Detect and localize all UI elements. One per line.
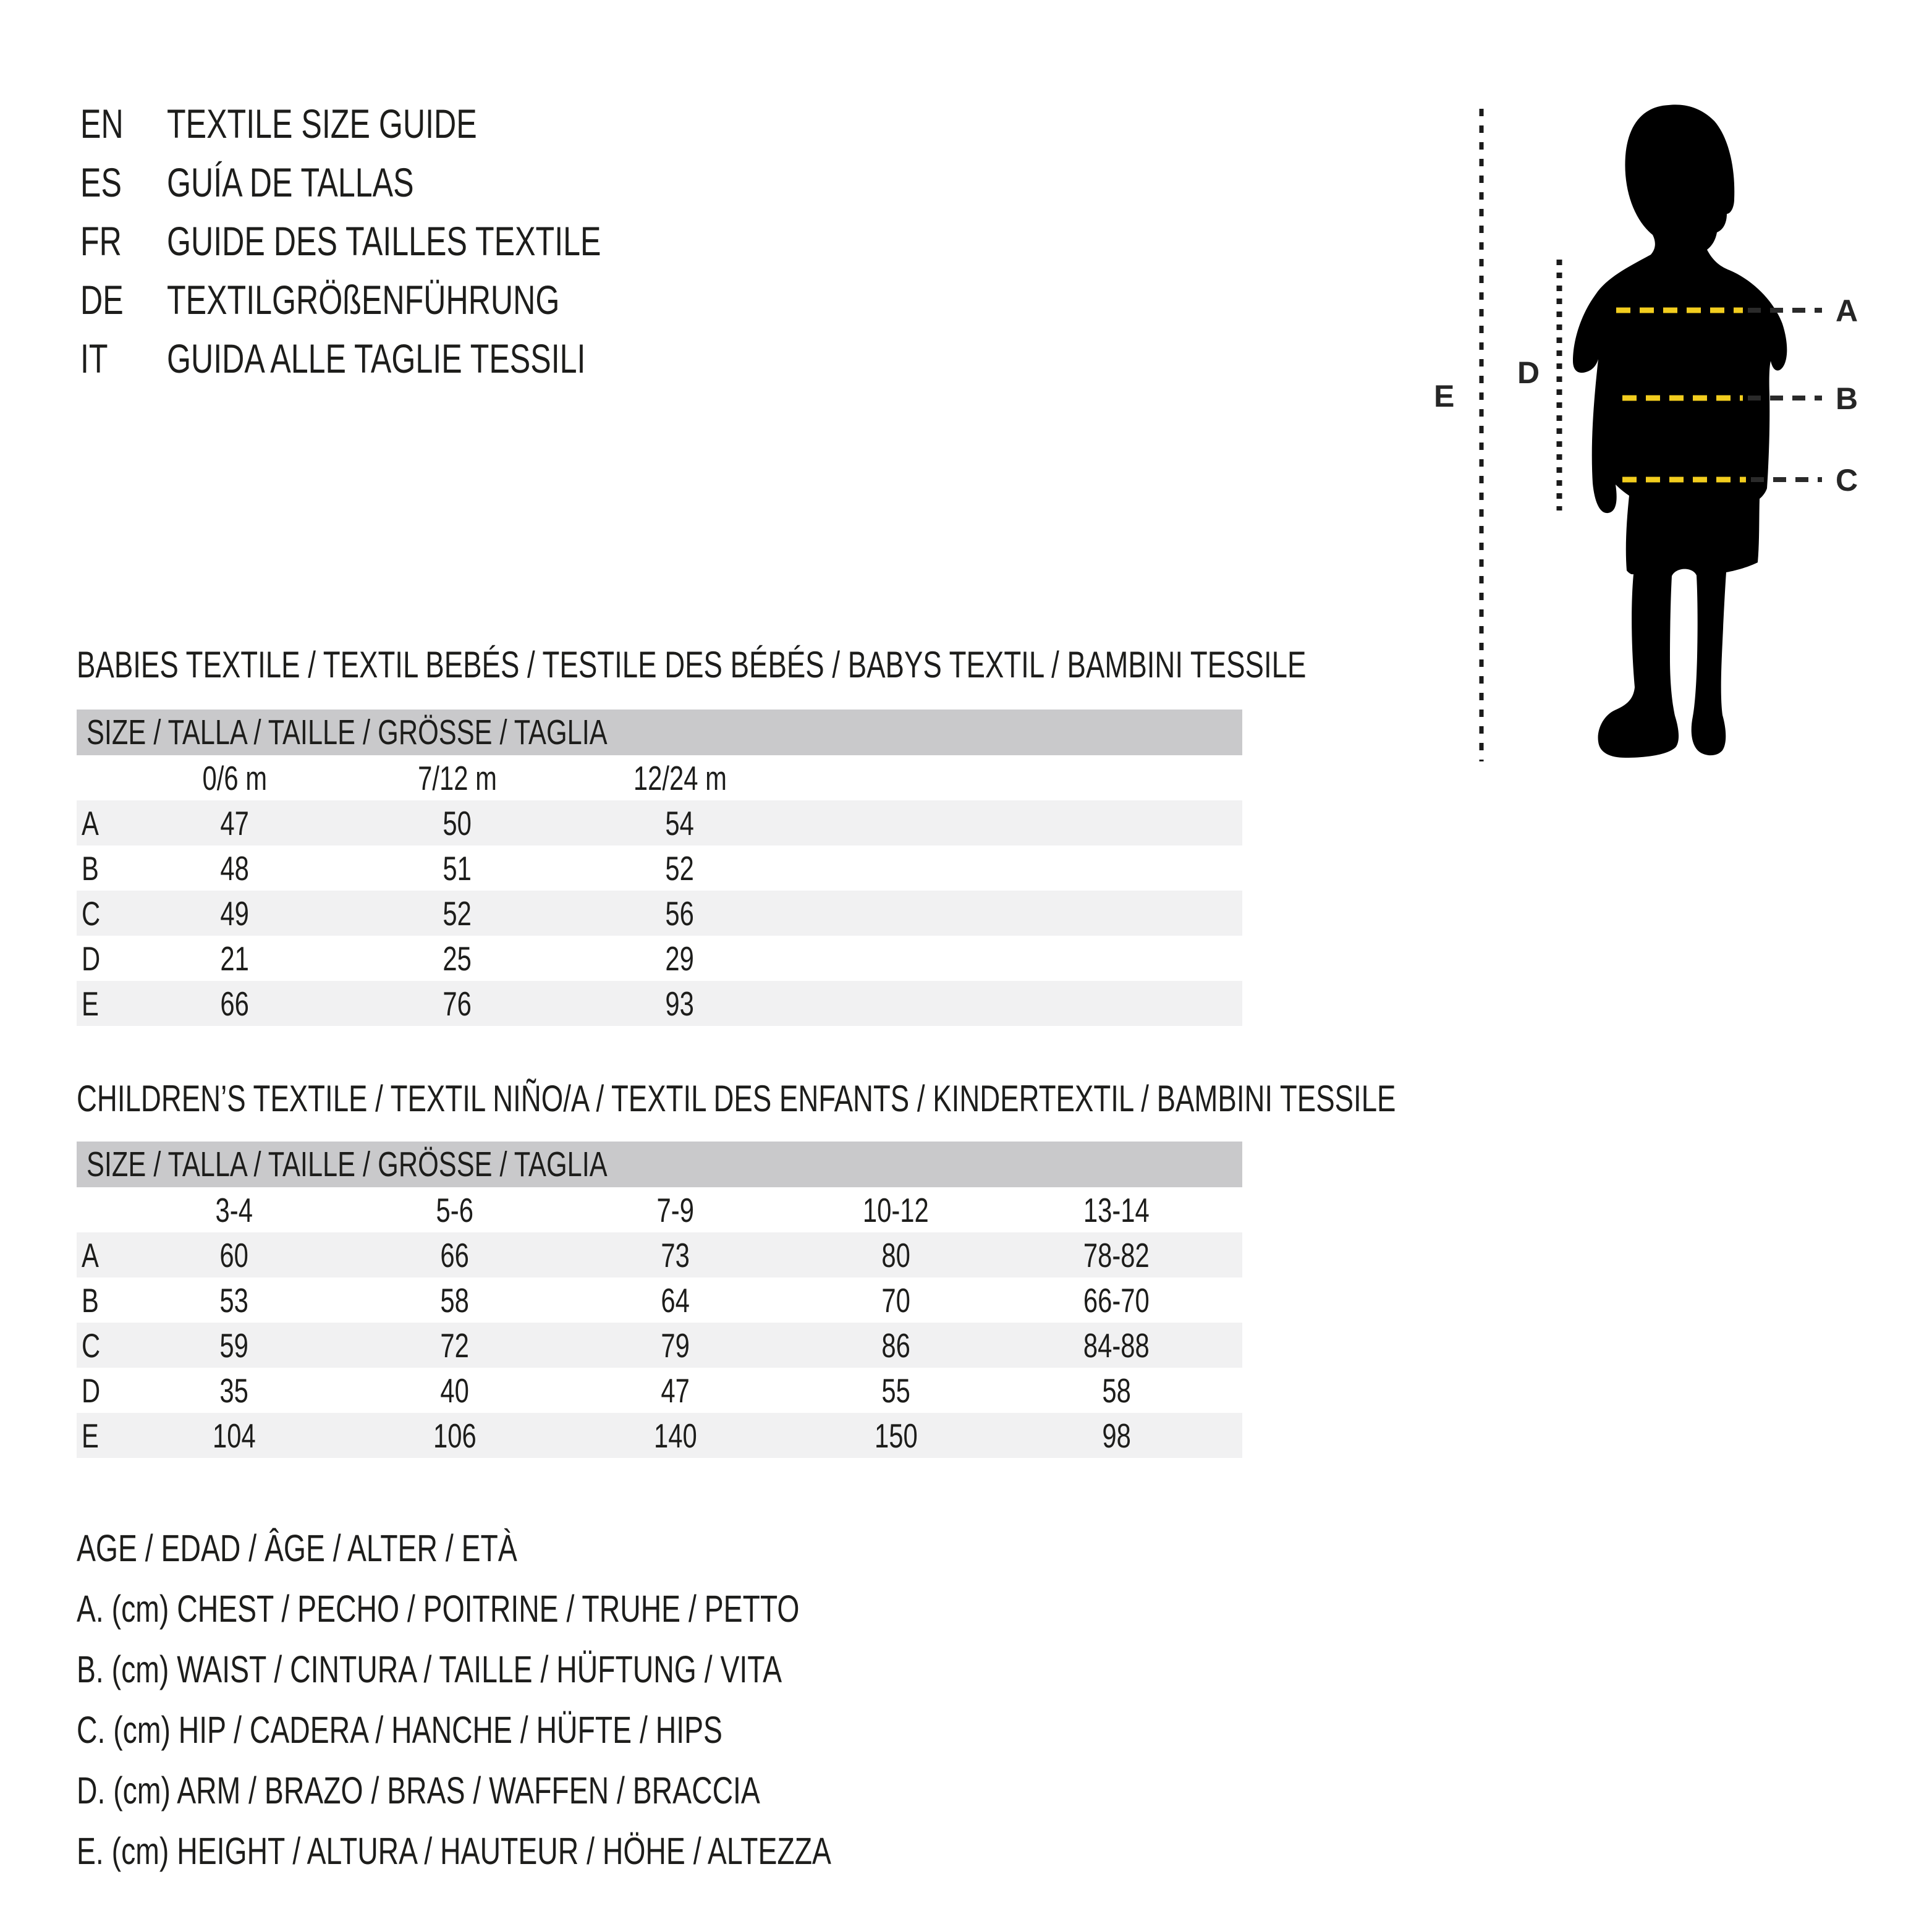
row-label: A bbox=[82, 1235, 99, 1274]
cell-value: 98 bbox=[1102, 1416, 1131, 1455]
age-column-header: 3-4 bbox=[215, 1190, 253, 1229]
cell-value: 21 bbox=[220, 939, 250, 978]
babies-section-title-text: BABIES TEXTILE / TEXTIL BEBÉS / TESTILE DES BÉBÉS / BABYS TEXTIL / BAMBINI TESSILE bbox=[77, 643, 1307, 685]
cell-value: 59 bbox=[219, 1326, 248, 1365]
row-label: B bbox=[82, 1281, 99, 1320]
cell-value: 25 bbox=[443, 939, 472, 978]
language-row bbox=[80, 94, 738, 153]
arm-label: D bbox=[1517, 355, 1540, 390]
hip-label: C bbox=[1836, 463, 1858, 498]
cell-value: 76 bbox=[443, 984, 472, 1023]
table-row bbox=[77, 1277, 1242, 1323]
legend-line: AGE / EDAD / ÂGE / ALTER / ETÀ bbox=[77, 1527, 517, 1569]
language-title: TEXTILE SIZE GUIDE bbox=[167, 100, 477, 146]
legend-line: E. (cm) HEIGHT / ALTURA / HAUTEUR / HÖHE / ALTEZZA bbox=[77, 1830, 831, 1872]
table-row bbox=[77, 845, 1242, 891]
cell-value: 55 bbox=[881, 1371, 910, 1410]
cell-value: 51 bbox=[443, 849, 472, 888]
age-column-header: 0/6 m bbox=[202, 758, 268, 797]
cell-value: 80 bbox=[881, 1235, 910, 1274]
cell-value: 70 bbox=[881, 1281, 910, 1320]
cell-value: 50 bbox=[443, 803, 472, 842]
cell-value: 93 bbox=[665, 984, 695, 1023]
chest-label: A bbox=[1836, 294, 1858, 328]
cell-value: 52 bbox=[443, 894, 472, 933]
cell-value: 79 bbox=[661, 1326, 690, 1365]
age-column-header: 7-9 bbox=[656, 1190, 694, 1229]
language-row bbox=[80, 153, 738, 211]
cell-value: 53 bbox=[219, 1281, 248, 1320]
cell-value: 66 bbox=[440, 1235, 469, 1274]
age-header-row bbox=[77, 755, 1242, 800]
row-label: C bbox=[82, 1326, 101, 1365]
table-row bbox=[77, 1413, 1242, 1458]
language-title-list bbox=[80, 94, 738, 388]
row-label: A bbox=[82, 803, 99, 842]
cell-value: 73 bbox=[661, 1235, 690, 1274]
size-header-bar bbox=[77, 710, 1242, 755]
cell-value: 47 bbox=[661, 1371, 690, 1410]
row-label: D bbox=[82, 1371, 101, 1410]
table-row bbox=[77, 936, 1242, 981]
age-column-header: 12/24 m bbox=[633, 758, 727, 797]
cell-value: 66-70 bbox=[1083, 1281, 1150, 1320]
cell-value: 56 bbox=[665, 894, 695, 933]
children-section-title-text: CHILDREN’S TEXTILE / TEXTIL NIÑO/A / TEXTIL DES ENFANTS / KINDERTEXTIL / BAMBINI TESSILE bbox=[77, 1077, 1396, 1119]
language-row bbox=[80, 270, 738, 329]
cell-value: 40 bbox=[440, 1371, 469, 1410]
babies-size-table bbox=[77, 710, 1242, 1026]
cell-value: 48 bbox=[220, 849, 250, 888]
cell-value: 29 bbox=[665, 939, 695, 978]
cell-value: 52 bbox=[665, 849, 695, 888]
cell-value: 66 bbox=[220, 984, 250, 1023]
size-header-bar bbox=[77, 1142, 1242, 1187]
legend-line: C. (cm) HIP / CADERA / HANCHE / HÜFTE / HIPS bbox=[77, 1709, 722, 1751]
table-row bbox=[77, 891, 1242, 936]
cell-value: 54 bbox=[665, 803, 695, 842]
height-label: E bbox=[1434, 379, 1455, 413]
language-row bbox=[80, 329, 738, 388]
cell-value: 104 bbox=[212, 1416, 256, 1455]
language-row bbox=[80, 211, 738, 270]
children-size-table bbox=[77, 1142, 1242, 1458]
measurement-diagram bbox=[1409, 74, 1932, 816]
size-header-text: SIZE / TALLA / TAILLE / GRÖSSE / TAGLIA bbox=[87, 713, 608, 752]
table-row bbox=[77, 981, 1242, 1026]
table-row bbox=[77, 800, 1242, 845]
size-header-text: SIZE / TALLA / TAILLE / GRÖSSE / TAGLIA bbox=[87, 1145, 608, 1184]
cell-value: 72 bbox=[440, 1326, 469, 1365]
cell-value: 35 bbox=[219, 1371, 248, 1410]
age-header-row bbox=[77, 1187, 1242, 1232]
cell-value: 58 bbox=[440, 1281, 469, 1320]
row-label: D bbox=[82, 939, 101, 978]
row-label: B bbox=[82, 849, 99, 888]
cell-value: 106 bbox=[433, 1416, 477, 1455]
age-column-header: 5-6 bbox=[436, 1190, 473, 1229]
cell-value: 60 bbox=[219, 1235, 248, 1274]
age-column-header: 7/12 m bbox=[418, 758, 497, 797]
legend-line: D. (cm) ARM / BRAZO / BRAS / WAFFEN / BRACCIA bbox=[77, 1769, 760, 1811]
cell-value: 64 bbox=[661, 1281, 690, 1320]
legend-line: B. (cm) WAIST / CINTURA / TAILLE / HÜFTUNG / VITA bbox=[77, 1648, 782, 1690]
cell-value: 84-88 bbox=[1083, 1326, 1150, 1365]
language-title: GUIDE DES TAILLES TEXTILE bbox=[167, 218, 601, 264]
language-code: EN bbox=[80, 100, 124, 146]
language-title: GUIDA ALLE TAGLIE TESSILI bbox=[167, 335, 586, 381]
cell-value: 86 bbox=[881, 1326, 910, 1365]
cell-value: 49 bbox=[220, 894, 250, 933]
language-code: DE bbox=[80, 276, 124, 323]
language-code: ES bbox=[80, 159, 122, 205]
row-label: E bbox=[82, 984, 99, 1023]
children-section-title bbox=[77, 1077, 1813, 1120]
table-row bbox=[77, 1323, 1242, 1368]
language-title: TEXTILGRÖßENFÜHRUNG bbox=[167, 276, 560, 323]
babies-section-title bbox=[77, 643, 1695, 686]
cell-value: 140 bbox=[653, 1416, 697, 1455]
cell-value: 78-82 bbox=[1083, 1235, 1150, 1274]
table-row bbox=[77, 1368, 1242, 1413]
age-column-header: 13-14 bbox=[1083, 1190, 1150, 1229]
language-title: GUÍA DE TALLAS bbox=[167, 159, 414, 205]
cell-value: 150 bbox=[874, 1416, 918, 1455]
cell-value: 58 bbox=[1102, 1371, 1131, 1410]
waist-label: B bbox=[1836, 381, 1858, 416]
row-label: E bbox=[82, 1416, 99, 1455]
table-row bbox=[77, 1232, 1242, 1277]
row-label: C bbox=[82, 894, 101, 933]
measurement-legend bbox=[77, 1518, 1070, 1881]
language-code: IT bbox=[80, 335, 108, 381]
cell-value: 47 bbox=[220, 803, 250, 842]
legend-line: A. (cm) CHEST / PECHO / POITRINE / TRUHE / PETTO bbox=[77, 1588, 800, 1630]
language-code: FR bbox=[80, 218, 122, 264]
age-column-header: 10-12 bbox=[863, 1190, 929, 1229]
